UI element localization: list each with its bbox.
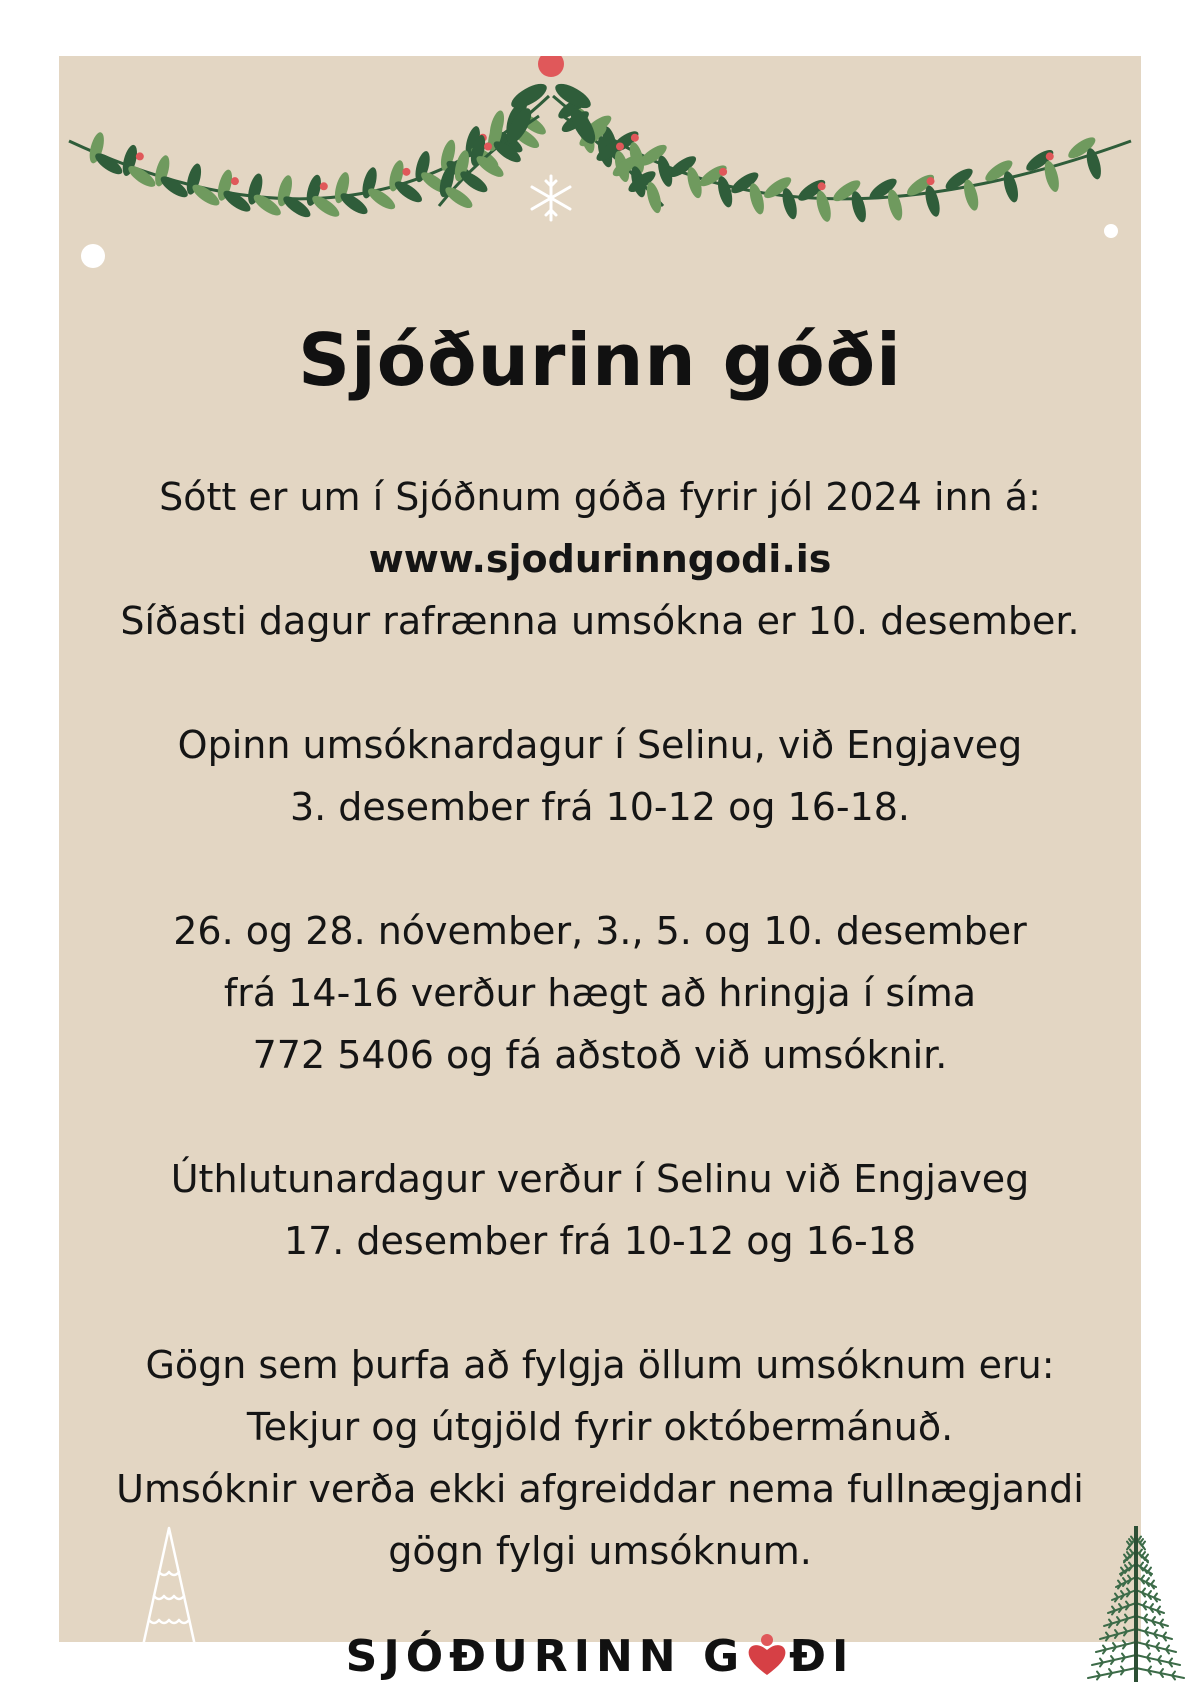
- poster: [59, 56, 1141, 1682]
- page-title: Sjóðurinn góði: [298, 318, 902, 402]
- section5-line1: Gögn sem þurfa að fylgja öllum umsóknum eru:: [145, 1343, 1055, 1387]
- section5-line2: Tekjur og útgjöld fyrir októbermánuð.: [246, 1405, 954, 1449]
- section1-line3: Síðasti dagur rafrænna umsókna er 10. desember.: [120, 599, 1080, 643]
- section5-line3: Umsóknir verða ekki afgreiddar nema fullnægjandi: [116, 1467, 1084, 1511]
- section3-line2: frá 14-16 verður hægt að hringja í síma: [223, 971, 977, 1015]
- snow-dot: [1104, 224, 1118, 238]
- logo-text-part1: SJÓÐURINN G: [345, 1631, 746, 1682]
- section3-line3: 772 5406 og fá aðstoð við umsóknir.: [252, 1033, 948, 1077]
- section1-line1: Sótt er um í Sjóðnum góða fyrir jól 2024 inn á:: [159, 475, 1041, 519]
- section2-line2: 3. desember frá 10-12 og 16-18.: [289, 785, 911, 829]
- heart-icon: [745, 1633, 789, 1677]
- logo-text-part2: ÐI: [789, 1631, 855, 1682]
- snowflake-icon: [532, 176, 570, 220]
- website-link[interactable]: www.sjodurinngodi.is: [368, 537, 832, 581]
- section2-line1: Opinn umsóknardagur í Selinu, við Engjaveg: [177, 723, 1023, 767]
- snow-dot: [81, 244, 105, 268]
- garland-decoration: [59, 56, 1141, 286]
- tree-outline-icon: [133, 1524, 205, 1684]
- poster-body: [59, 466, 1141, 1582]
- section4-line1: Úthlutunardagur verður í Selinu við Engjaveg: [170, 1157, 1030, 1201]
- section3-line1: 26. og 28. nóvember, 3., 5. og 10. desember: [173, 909, 1027, 953]
- section4-line2: 17. desember frá 10-12 og 16-18: [283, 1219, 917, 1263]
- section5-line4: gögn fylgi umsóknum.: [388, 1529, 812, 1573]
- pine-tree-icon: [1081, 1524, 1191, 1684]
- logo: [59, 1631, 1141, 1682]
